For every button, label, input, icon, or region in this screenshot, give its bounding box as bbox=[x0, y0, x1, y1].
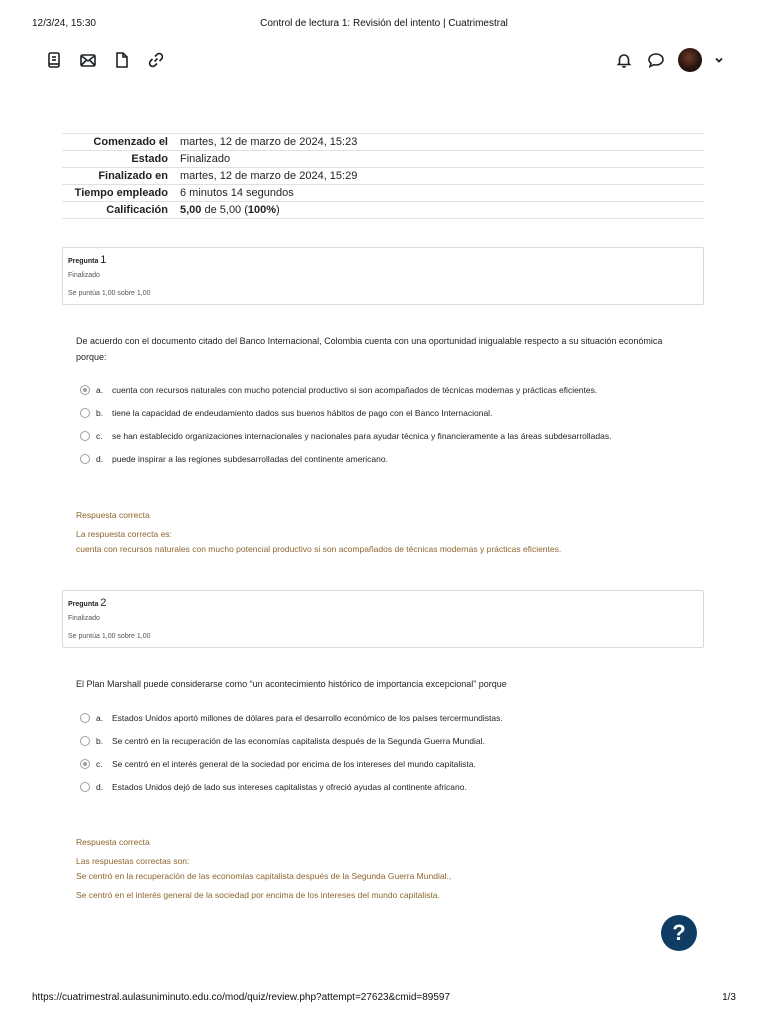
feedback-status: Respuesta correcta bbox=[76, 510, 150, 520]
option-text: Se centró en el interés general de la sociedad por encima de los intereses del mundo capitalista. bbox=[112, 758, 476, 769]
radio-button[interactable] bbox=[80, 385, 90, 395]
chevron-down-icon[interactable] bbox=[714, 55, 724, 65]
summary-label: Tiempo empleado bbox=[74, 187, 168, 199]
summary-row-grade bbox=[62, 202, 704, 219]
question-grade: Se puntúa 1,00 sobre 1,00 bbox=[68, 290, 151, 297]
question-label: Pregunta bbox=[68, 601, 99, 608]
summary-value bbox=[174, 202, 704, 219]
question-number bbox=[68, 254, 106, 266]
option-letter: d. bbox=[96, 781, 104, 792]
radio-button[interactable] bbox=[80, 454, 90, 464]
option-letter: a. bbox=[96, 712, 104, 723]
option-text: Estados Unidos aportó millones de dólares para el desarrollo económico de los países tercermundistas. bbox=[112, 712, 503, 723]
radio-button[interactable] bbox=[80, 431, 90, 441]
option-letter: d. bbox=[96, 453, 104, 464]
attempt-summary-table bbox=[62, 133, 704, 219]
print-footer bbox=[32, 992, 736, 1006]
feedback-answer: Se centró en el interés general de la sociedad por encima de los intereses del mundo capitalista. bbox=[76, 890, 440, 900]
answer-option[interactable] bbox=[80, 775, 700, 798]
summary-row-finished bbox=[62, 168, 704, 185]
bell-icon[interactable] bbox=[614, 50, 634, 70]
feedback-intro: Las respuestas correctas son: bbox=[76, 856, 190, 866]
book-icon[interactable] bbox=[44, 50, 64, 70]
question-grade: Se puntúa 1,00 sobre 1,00 bbox=[68, 633, 151, 640]
option-text: puede inspirar a las regiones subdesarrolladas del continente americano. bbox=[112, 453, 388, 464]
feedback-answer: cuenta con recursos naturales con mucho potencial productivo si son acompañados de técnicas modernas y prácticas eficientes. bbox=[76, 544, 562, 554]
feedback-status: Respuesta correcta bbox=[76, 837, 150, 847]
summary-value: martes, 12 de marzo de 2024, 15:23 bbox=[180, 136, 358, 148]
question-state: Finalizado bbox=[68, 615, 100, 622]
document-icon[interactable] bbox=[112, 50, 132, 70]
question-feedback bbox=[76, 508, 696, 557]
question-label: Pregunta bbox=[68, 258, 99, 265]
summary-label: Calificación bbox=[106, 204, 168, 216]
option-text: Estados Unidos dejó de lado sus intereses capitalistas y ofreció ayudas al continente africano. bbox=[112, 781, 467, 792]
summary-row-time-taken bbox=[62, 185, 704, 202]
option-letter: c. bbox=[96, 758, 103, 769]
question-number-value: 1 bbox=[100, 254, 107, 266]
option-text: Se centró en la recuperación de las economías capitalista después de la Segunda Guerra Mundial. bbox=[112, 735, 485, 746]
help-button[interactable]: ? bbox=[661, 915, 697, 951]
question-info-box bbox=[62, 247, 704, 305]
radio-button[interactable] bbox=[80, 713, 90, 723]
option-text: se han establecido organizaciones internacionales y nacionales para ayudar técnica y financieramente a las áreas subdesarrolladas. bbox=[112, 430, 612, 441]
answer-option[interactable] bbox=[80, 752, 700, 775]
radio-button[interactable] bbox=[80, 408, 90, 418]
summary-value: 6 minutos 14 segundos bbox=[180, 187, 294, 199]
option-text: tiene la capacidad de endeudamiento dados sus buenos hábitos de pago con el Banco Internacional. bbox=[112, 407, 493, 418]
radio-button[interactable] bbox=[80, 736, 90, 746]
radio-button[interactable] bbox=[80, 782, 90, 792]
grade-percent: 100% bbox=[247, 204, 277, 216]
grade-score: 5,00 bbox=[180, 204, 202, 216]
question-text: De acuerdo con el documento citado del Banco Internacional, Colombia cuenta con una oportunidad inigualable respecto a su situación económica porque: bbox=[76, 336, 663, 362]
answer-option[interactable] bbox=[80, 706, 700, 729]
print-datetime: 12/3/24, 15:30 bbox=[32, 18, 96, 29]
print-header bbox=[32, 18, 736, 32]
question-info-box bbox=[62, 590, 704, 648]
radio-button[interactable] bbox=[80, 759, 90, 769]
answer-option[interactable] bbox=[80, 424, 700, 447]
summary-value: martes, 12 de marzo de 2024, 15:29 bbox=[180, 170, 358, 182]
summary-row-started bbox=[62, 134, 704, 151]
link-icon[interactable] bbox=[146, 50, 166, 70]
print-page-number: 1/3 bbox=[722, 992, 736, 1003]
answer-option[interactable] bbox=[80, 447, 700, 470]
print-title: Control de lectura 1: Revisión del intento | Cuatrimestral bbox=[260, 18, 508, 29]
grade-total: de 5,00 ( bbox=[201, 204, 248, 216]
answer-options bbox=[80, 378, 700, 470]
avatar[interactable] bbox=[678, 48, 702, 72]
grade-close: ) bbox=[276, 204, 280, 216]
option-letter: a. bbox=[96, 384, 104, 395]
question-state: Finalizado bbox=[68, 272, 100, 279]
option-text: cuenta con recursos naturales con mucho potencial productivo si son acompañados de técnicas modernas y prácticas eficientes. bbox=[112, 384, 598, 395]
answer-option[interactable] bbox=[80, 401, 700, 424]
chat-icon[interactable] bbox=[646, 50, 666, 70]
answer-options bbox=[80, 706, 700, 798]
answer-option[interactable] bbox=[80, 729, 700, 752]
feedback-answer: Se centró en la recuperación de las economías capitalista después de la Segunda Guerra Mundial., bbox=[76, 871, 452, 881]
summary-label: Finalizado en bbox=[98, 170, 168, 182]
summary-value: Finalizado bbox=[180, 153, 231, 165]
question-text: El Plan Marshall puede considerarse como “un acontecimiento histórico de importancia excepcional” porque bbox=[76, 679, 507, 689]
feedback-intro: La respuesta correcta es: bbox=[76, 529, 172, 539]
option-letter: b. bbox=[96, 735, 104, 746]
option-letter: b. bbox=[96, 407, 104, 418]
summary-row-state bbox=[62, 151, 704, 168]
question-number bbox=[68, 597, 106, 609]
question-feedback bbox=[76, 835, 696, 903]
print-url: https://cuatrimestral.aulasuniminuto.edu.co/mod/quiz/review.php?attempt=27623&cmid=89597 bbox=[32, 992, 451, 1003]
option-letter: c. bbox=[96, 430, 103, 441]
answer-option[interactable] bbox=[80, 378, 700, 401]
summary-label: Estado bbox=[131, 153, 168, 165]
question-number-value: 2 bbox=[100, 597, 107, 609]
top-navbar bbox=[44, 48, 724, 74]
mail-icon[interactable] bbox=[78, 50, 98, 70]
summary-label: Comenzado el bbox=[93, 136, 168, 148]
